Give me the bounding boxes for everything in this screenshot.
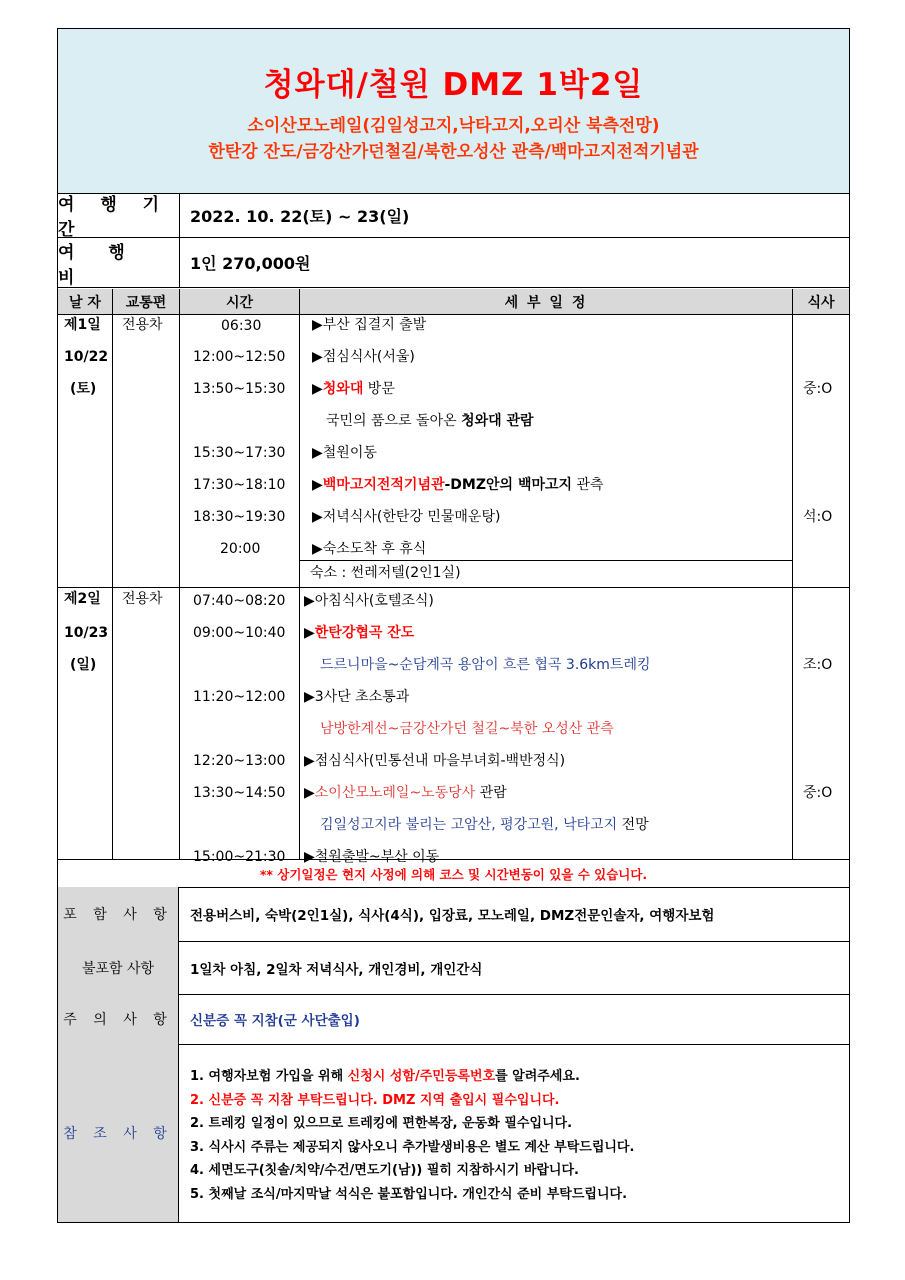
itinerary-sheet: [57, 28, 850, 1223]
time-cell: 15:00~21:30: [193, 849, 286, 865]
schedule-item: ▶부산 집결지 출발: [312, 317, 427, 333]
schedule-item: ▶청와대 방문: [312, 381, 395, 397]
caution-value: 신분증 꼭 지참(군 사단출입): [190, 1013, 360, 1029]
reference-item: 4. 세면도구(칫솔/치약/수건/면도기(남)) 필히 지참하시기 바랍니다.: [190, 1163, 579, 1178]
reference-item: 1. 여행자보험 가입을 위해 신청시 성함/주민등록번호를 알려주세요.: [190, 1069, 580, 1084]
reference-item: 2. 신분증 꼭 지참 부탁드립니다. DMZ 지역 출입시 필수입니다.: [190, 1092, 560, 1108]
schedule-item: ▶소이산모노레일~노동당사 관람: [304, 785, 507, 801]
time-cell: 09:00~10:40: [193, 625, 286, 641]
day1-transport: 전용차: [122, 317, 163, 333]
subtitle-line-1: 소이산모노레일(김일성고지,낙타고지,오리산 북측전망): [247, 116, 660, 136]
period-value: 2022. 10. 22(토) ~ 23(일): [190, 206, 410, 226]
schedule-item: ▶철원출발~부산 이동: [304, 849, 440, 865]
time-cell: 20:00: [220, 541, 261, 557]
time-cell: 06:30: [221, 318, 262, 334]
included-value: 전용버스비, 숙박(2인1실), 식사(4식), 입장료, 모노레일, DMZ전문인솔자, 여행자보험: [190, 908, 715, 924]
included-row: [58, 887, 849, 942]
excluded-value: 1일차 아침, 2일차 저녁식사, 개인경비, 개인간식: [190, 961, 483, 978]
period-label: 여 행 기 간: [58, 193, 180, 237]
col-time-header: 시간: [180, 289, 299, 314]
divider: [792, 289, 793, 859]
time-cell: 17:30~18:10: [193, 477, 286, 493]
day1-weekday: (토): [70, 381, 97, 397]
day1-date: 10/22: [64, 349, 109, 365]
period-row: [58, 193, 849, 238]
day2-weekday: (일): [70, 657, 97, 673]
schedule-item: ▶점심식사(민통선내 마을부녀회-백반정식): [304, 753, 566, 769]
divider: [112, 289, 113, 859]
excluded-row: [58, 941, 849, 995]
col-transport-header: 교통편: [113, 289, 179, 314]
divider: [179, 289, 180, 859]
schedule-item: ▶아침식사(호텔조식): [304, 593, 434, 609]
subtitle-line-2: 한탄강 잔도/금강산가던철길/북한오성산 관측/백마고지전적기념관: [208, 142, 699, 162]
schedule-item: 국민의 품으로 돌아온 청와대 관람: [326, 413, 534, 429]
title-banner: [58, 29, 849, 194]
reference-item: 2. 트레킹 일정이 있으므로 트레킹에 편한복장, 운동화 필수입니다.: [190, 1116, 573, 1131]
day2-label: 제2일: [64, 591, 101, 607]
meal-cell: 조:O: [803, 657, 833, 673]
col-meal-header: 식사: [793, 289, 849, 314]
schedule-item: ▶철원이동: [312, 445, 377, 461]
meal-cell: 중:O: [803, 381, 833, 397]
day2-transport: 전용차: [122, 591, 163, 607]
divider: [300, 560, 792, 561]
cost-label: 여 행 비: [58, 238, 180, 287]
divider: [58, 587, 849, 588]
cost-value: 1인 270,000원: [190, 254, 311, 273]
time-cell: 12:20~13:00: [193, 753, 286, 769]
schedule-item: ▶점심식사(서울): [312, 349, 415, 365]
meal-cell: 중:O: [803, 785, 833, 801]
meal-cell: 석:O: [803, 509, 833, 525]
schedule-item: 김일성고지라 불리는 고암산, 평강고원, 낙타고지 전망: [320, 817, 649, 833]
reference-label: 참 조 사 항: [58, 1044, 179, 1222]
reference-row: [58, 1044, 849, 1222]
schedule-item: ▶한탄강협곡 잔도: [304, 625, 415, 641]
schedule-item: ▶저녁식사(한탄강 민물매운탕): [312, 509, 501, 525]
day1-label: 제1일: [64, 317, 101, 333]
time-cell: 13:30~14:50: [193, 785, 286, 801]
caution-row: [58, 994, 849, 1045]
day2-date: 10/23: [64, 625, 109, 641]
caution-label: 주 의 사 항: [58, 994, 179, 1044]
lodging-info: 숙소 : 썬레저텔(2인1실): [310, 565, 461, 581]
reference-list: [190, 1065, 634, 1206]
time-cell: 12:00~12:50: [193, 349, 286, 365]
time-cell: 07:40~08:20: [193, 593, 286, 609]
time-cell: 13:50~15:30: [193, 381, 286, 397]
schedule-item: ▶3사단 초소통과: [304, 689, 410, 705]
cost-row: [58, 238, 849, 288]
time-cell: 15:30~17:30: [193, 445, 286, 461]
divider: [299, 289, 300, 859]
col-detail-header: 세 부 일 정: [300, 289, 792, 314]
divider: [58, 314, 849, 315]
schedule-item: 드르니마을~순담계곡 용암이 흐른 협곡 3.6km트레킹: [320, 657, 651, 673]
excluded-label: 불포함 사항: [58, 941, 179, 994]
reference-item: 5. 첫째날 조식/마지막날 석식은 불포함입니다. 개인간식 준비 부탁드립니다.: [190, 1186, 628, 1202]
schedule-item: ▶백마고지전적기념관-DMZ안의 백마고지 관측: [312, 477, 604, 493]
reference-item: 3. 식사시 주류는 제공되지 않사오니 추가발생비용은 별도 계산 부탁드립니다.: [190, 1139, 635, 1155]
col-date-header: 날 자: [58, 289, 112, 314]
page-title: 청와대/철원 DMZ 1박2일: [263, 67, 644, 103]
schedule-change-notice: ** 상기일정은 현지 사정에 의해 코스 및 시간변동이 있을 수 있습니다.: [58, 860, 849, 888]
schedule-item: ▶숙소도착 후 휴식: [312, 541, 427, 557]
time-cell: 18:30~19:30: [193, 509, 286, 525]
schedule-item: 남방한계선~금강산가던 철길~북한 오성산 관측: [320, 721, 614, 737]
included-label: 포 함 사 항: [58, 887, 179, 941]
time-cell: 11:20~12:00: [193, 689, 286, 705]
